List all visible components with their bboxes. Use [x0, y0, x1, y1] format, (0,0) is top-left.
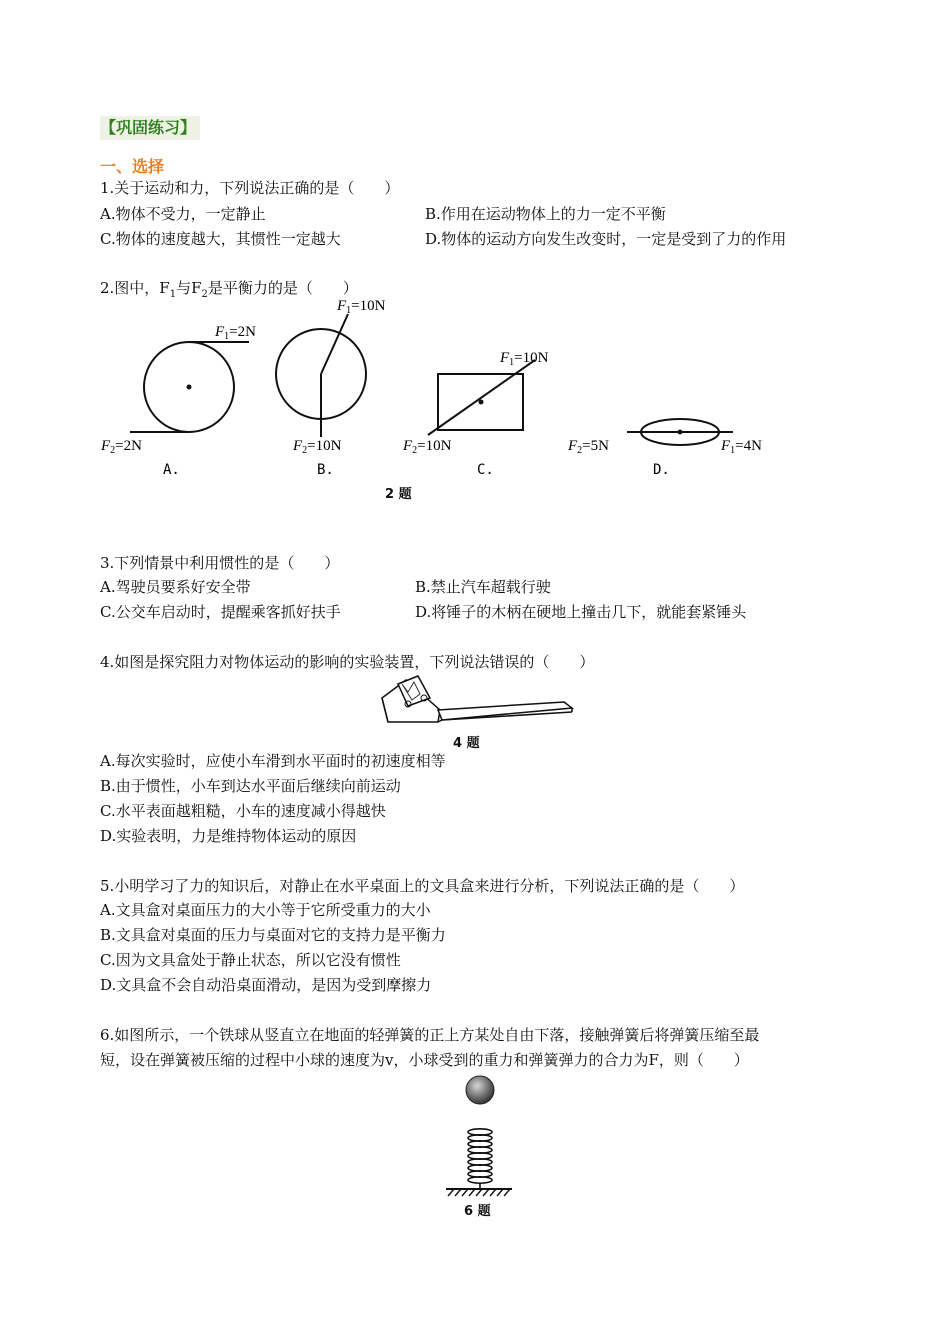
q2-caption: 2 题: [385, 487, 412, 502]
q2-c-f2-label: $F_2=10N$: [403, 438, 452, 456]
q2-c-f1-label: $F_1=10N$: [500, 350, 549, 368]
q1-stem: 1.关于运动和力，下列说法正确的是（ ）: [100, 179, 400, 197]
q6-caption: 6 题: [464, 1204, 491, 1219]
q1-option-c: C.物体的速度越大，其惯性一定越大: [100, 230, 341, 248]
q1-option-b: B.作用在运动物体上的力一定不平衡: [425, 205, 666, 223]
spring: [468, 1129, 492, 1189]
q5-option-b: B.文具盒对桌面的压力与桌面对它的支持力是平衡力: [100, 926, 446, 944]
q2-b-f2-label: $F_2=10N$: [293, 438, 342, 456]
q2-b-f1-label: $F_1=10N$: [337, 298, 386, 316]
q6-figure: [440, 1070, 520, 1200]
q2-d-option-label: D.: [653, 462, 670, 478]
q2-d-f1-label: $F_1=4N$: [721, 438, 762, 456]
q4-figure: [378, 670, 578, 732]
q2-figure: [95, 292, 795, 482]
q4-option-c: C.水平表面越粗糙，小车的速度减小得越快: [100, 802, 386, 820]
ground: [446, 1189, 512, 1196]
q2-fig-c: [402, 350, 549, 478]
q4-caption: 4 题: [453, 736, 480, 751]
q1-option-a: A.物体不受力，一定静止: [100, 205, 266, 223]
q2-stem: 2.图中，$F_1$与$F_2$是平衡力的是（ ）: [100, 279, 358, 300]
q2-fig-d: [567, 419, 762, 478]
q4-option-d: D.实验表明，力是维持物体运动的原因: [100, 827, 357, 845]
q3-option-d: D.将锤子的木柄在硬地上撞击几下，就能套紧锤头: [415, 603, 747, 621]
q1-option-d: D.物体的运动方向发生改变时，一定是受到了力的作用: [425, 230, 787, 248]
q5-option-c: C.因为文具盒处于静止状态，所以它没有惯性: [100, 951, 401, 969]
iron-ball: [466, 1076, 494, 1104]
q3-stem: 3.下列情景中利用惯性的是（ ）: [100, 554, 340, 572]
q5-option-d: D.文具盒不会自动沿桌面滑动，是因为受到摩擦力: [100, 976, 432, 994]
q5-stem: 5.小明学习了力的知识后，对静止在水平桌面上的文具盒来进行分析，下列说法正确的是（ ）: [100, 877, 745, 895]
section-title: 【巩固练习】: [100, 116, 200, 140]
q2-fig-b: [276, 298, 386, 478]
q2-fig-a: [100, 324, 256, 478]
q2-a-f1-label: $F_1=2N$: [215, 324, 256, 342]
q6-stem-line1: 6.如图所示，一个铁球从竖直立在地面的轻弹簧的正上方某处自由下落，接触弹簧后将弹簧压缩至最: [100, 1026, 760, 1044]
q2-d-f2-label: $F_2=5N$: [568, 438, 609, 456]
q3-option-b: B.禁止汽车超载行驶: [415, 578, 551, 596]
q2-a-f2-label: $F_2=2N$: [101, 438, 142, 456]
q2-b-option-label: B.: [317, 462, 334, 478]
q2-a-option-label: A.: [163, 462, 180, 478]
q4-option-a: A.每次实验时，应使小车滑到水平面时的初速度相等: [100, 752, 446, 770]
q4-stem: 4.如图是探究阻力对物体运动的影响的实验装置，下列说法错误的（ ）: [100, 653, 595, 671]
q2-c-option-label: C.: [477, 462, 494, 478]
q3-option-c: C.公交车启动时，提醒乘客抓好扶手: [100, 603, 341, 621]
q6-stem-line2: 短，设在弹簧被压缩的过程中小球的速度为v，小球受到的重力和弹簧弹力的合力为F，则（ ）: [100, 1051, 749, 1069]
subsection-title: 一、选择: [100, 157, 165, 176]
q5-option-a: A.文具盒对桌面压力的大小等于它所受重力的大小: [100, 901, 431, 919]
q4-option-b: B.由于惯性，小车到达水平面后继续向前运动: [100, 777, 401, 795]
q3-option-a: A.驾驶员要系好安全带: [100, 578, 251, 596]
